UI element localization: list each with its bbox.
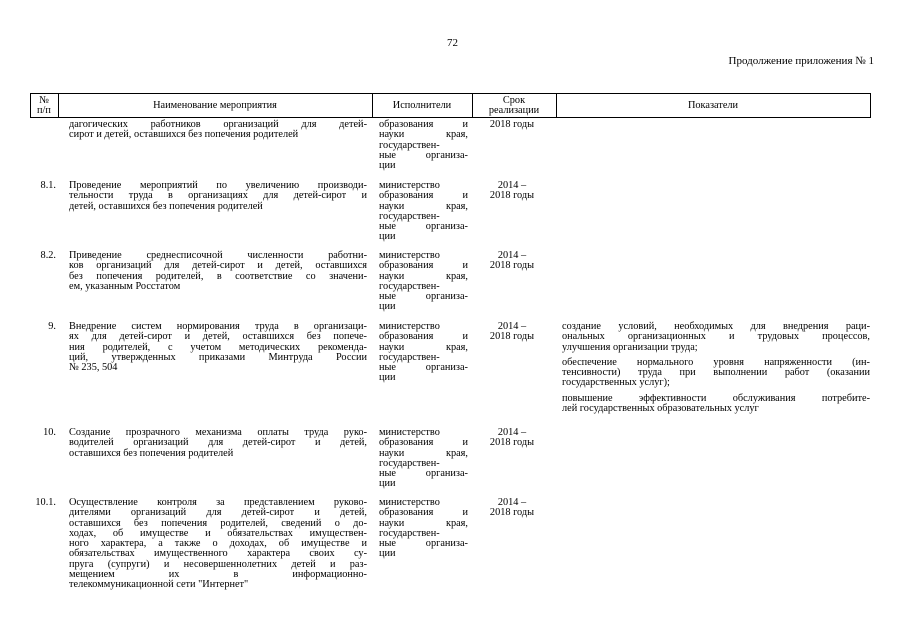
header-top-border bbox=[30, 93, 871, 94]
row-name-line: пруга (супруги) и несовершеннолетних детей и раз- bbox=[69, 558, 367, 570]
row-executors-line: науки края, bbox=[379, 447, 468, 459]
row-executors-line: государствен- bbox=[379, 527, 440, 539]
row-executors-line: государствен- bbox=[379, 351, 440, 363]
row-executors bbox=[379, 428, 468, 490]
row-executors-line: государствен- bbox=[379, 280, 440, 292]
header-divider-6 bbox=[870, 93, 871, 117]
row-term-line: 2018 годы bbox=[489, 437, 535, 449]
row-executors-line: образования и bbox=[379, 331, 468, 343]
row-name-line: обязательствах имущественного характера своих су- bbox=[69, 548, 367, 560]
row-name-line: тельности труда в организациях для детей-сирот и bbox=[69, 190, 367, 202]
row-executors-line: ции bbox=[379, 548, 396, 560]
row-term-line: 2014 – bbox=[497, 427, 527, 438]
row-executors-line: ции bbox=[379, 160, 396, 172]
row-executors-line: ные организа- bbox=[379, 149, 468, 161]
row-executors bbox=[379, 498, 468, 560]
row-executors-line: министерство bbox=[379, 321, 440, 332]
row-name bbox=[69, 120, 367, 141]
row-executors-line: образования и bbox=[379, 119, 468, 130]
row-name-line: оставшихся без попечения родителей, сведений о до- bbox=[69, 517, 367, 529]
indicator-paragraph bbox=[562, 322, 870, 353]
header-executors: Исполнители bbox=[392, 100, 452, 111]
row-term-line: 2014 – bbox=[497, 250, 527, 261]
row-executors bbox=[379, 181, 468, 243]
indicator-line: лей государственных образовательных услуг bbox=[562, 403, 759, 415]
row-number: 8.1. bbox=[40, 180, 56, 191]
row-indicators bbox=[562, 322, 870, 419]
row-name bbox=[69, 181, 367, 212]
row-executors-line: образования и bbox=[379, 507, 468, 519]
row-number: 9. bbox=[48, 321, 56, 332]
header-term: Срок реализации bbox=[488, 95, 540, 117]
row-name-line: ков организаций для детей-сирот и детей, оставшихся bbox=[69, 260, 367, 272]
row-name-line: ния родителей, с учетом методических рекоменда- bbox=[69, 341, 367, 353]
row-executors-line: министерство bbox=[379, 250, 440, 261]
header-name: Наименование мероприятия bbox=[153, 100, 277, 111]
row-term-line: 2018 годы bbox=[489, 260, 535, 272]
row-term bbox=[472, 322, 552, 343]
row-name-line: ного характера, а также о доходах, об имуществе и bbox=[69, 538, 367, 550]
row-term bbox=[472, 251, 552, 272]
row-name-line: Проведение мероприятий по увеличению производи- bbox=[69, 180, 367, 191]
row-name-line: ций, утвержденных приказами Минтруда России bbox=[69, 351, 367, 363]
row-term-line: 2018 годы bbox=[489, 507, 535, 519]
row-name-line: ходах, об имуществе и обязательствах имуществен- bbox=[69, 527, 367, 539]
header-bottom-border bbox=[30, 117, 871, 118]
row-name-line: мещением их в информационно- bbox=[69, 569, 367, 581]
row-name-line: Создание прозрачного механизма оплаты труда руко- bbox=[69, 427, 367, 438]
row-executors-line: науки края, bbox=[379, 341, 468, 353]
row-term-line: 2018 годы bbox=[489, 119, 535, 130]
row-name-line: дагогических работников организаций для детей- bbox=[69, 119, 367, 130]
row-executors-line: ции bbox=[379, 301, 396, 313]
row-name-line: детей, оставшихся без попечения родителей bbox=[69, 200, 263, 212]
row-executors-line: министерство bbox=[379, 180, 440, 191]
row-name bbox=[69, 498, 367, 591]
row-executors-line: ции bbox=[379, 231, 396, 243]
row-executors-line: науки края, bbox=[379, 270, 468, 282]
row-name-line: без попечения родителей, в соответствие со значени- bbox=[69, 270, 367, 282]
row-name-line: сирот и детей, оставшихся без попечения родителей bbox=[69, 129, 299, 141]
indicator-line: обеспечение нормального уровня напряженности (ин- bbox=[562, 356, 870, 368]
row-term-line: 2018 годы bbox=[489, 331, 535, 343]
row-term bbox=[472, 120, 552, 130]
header-indicators: Показатели bbox=[687, 100, 739, 111]
row-term-line: 2018 годы bbox=[489, 190, 535, 202]
row-number: 10.1. bbox=[35, 497, 56, 508]
row-number: 8.2. bbox=[40, 250, 56, 261]
row-term-line: 2014 – bbox=[497, 321, 527, 332]
indicator-line: государственных услуг); bbox=[562, 377, 670, 389]
continuation-note: Продолжение приложения № 1 bbox=[728, 55, 874, 67]
row-executors-line: государствен- bbox=[379, 139, 440, 151]
row-name-line: телекоммуникационной сети "Интернет" bbox=[69, 579, 249, 591]
row-name-line: ях для детей-сирот и детей, оставшихся без попече- bbox=[69, 331, 367, 343]
page-number: 72 bbox=[447, 37, 458, 49]
header-number: № п/п bbox=[37, 95, 51, 117]
row-name-line: Внедрение систем нормирования труда в организаци- bbox=[69, 321, 367, 332]
row-name-line: Приведение среднесписочной численности работни- bbox=[69, 250, 367, 261]
row-name-line: дителями организаций для детей-сирот и детей, bbox=[69, 507, 367, 519]
row-term bbox=[472, 428, 552, 449]
row-name-line: ем, указанным Росстатом bbox=[69, 280, 181, 292]
row-name-line: водителей организаций для детей-сирот и детей, bbox=[69, 437, 367, 449]
row-term-line: 2014 – bbox=[497, 497, 527, 508]
indicator-line: тенсивности) труда при выполнении работ (оказании bbox=[562, 367, 870, 379]
row-executors-line: образования и bbox=[379, 190, 468, 202]
row-executors-line: ные организа- bbox=[379, 221, 468, 233]
row-name bbox=[69, 322, 367, 373]
row-executors bbox=[379, 322, 468, 384]
row-executors-line: образования и bbox=[379, 437, 468, 449]
row-executors bbox=[379, 251, 468, 313]
row-executors-line: ции bbox=[379, 478, 396, 490]
row-executors-line: ные организа- bbox=[379, 291, 468, 303]
row-term-line: 2014 – bbox=[497, 180, 527, 191]
row-executors-line: науки края, bbox=[379, 517, 468, 529]
indicator-paragraph bbox=[562, 358, 870, 389]
row-name-line: оставшихся без попечения родителей bbox=[69, 447, 234, 459]
row-executors-line: ные организа- bbox=[379, 468, 468, 480]
row-name-line: № 235, 504 bbox=[69, 362, 118, 374]
row-term bbox=[472, 498, 552, 519]
row-executors bbox=[379, 120, 468, 171]
row-name bbox=[69, 428, 367, 459]
indicator-line: создание условий, необходимых для внедрения раци- bbox=[562, 321, 870, 332]
row-executors-line: ные организа- bbox=[379, 538, 468, 550]
row-executors-line: министерство bbox=[379, 427, 440, 438]
row-term bbox=[472, 181, 552, 202]
row-executors-line: ции bbox=[379, 372, 396, 384]
indicator-line: ональных организационных и трудовых процессов, bbox=[562, 331, 870, 343]
indicator-line: улучшения организации труда; bbox=[562, 341, 698, 353]
row-executors-line: министерство bbox=[379, 497, 440, 508]
row-name-line: Осуществление контроля за представлением руково- bbox=[69, 497, 367, 508]
indicator-line: повышение эффективности обслуживания потребите- bbox=[562, 392, 870, 404]
row-executors-line: государствен- bbox=[379, 210, 440, 222]
row-executors-line: образования и bbox=[379, 260, 468, 272]
indicator-paragraph bbox=[562, 394, 870, 415]
row-name bbox=[69, 251, 367, 292]
row-executors-line: ные организа- bbox=[379, 362, 468, 374]
row-executors-line: государствен- bbox=[379, 457, 440, 469]
row-executors-line: науки края, bbox=[379, 129, 468, 141]
row-number: 10. bbox=[43, 427, 56, 438]
row-executors-line: науки края, bbox=[379, 200, 468, 212]
